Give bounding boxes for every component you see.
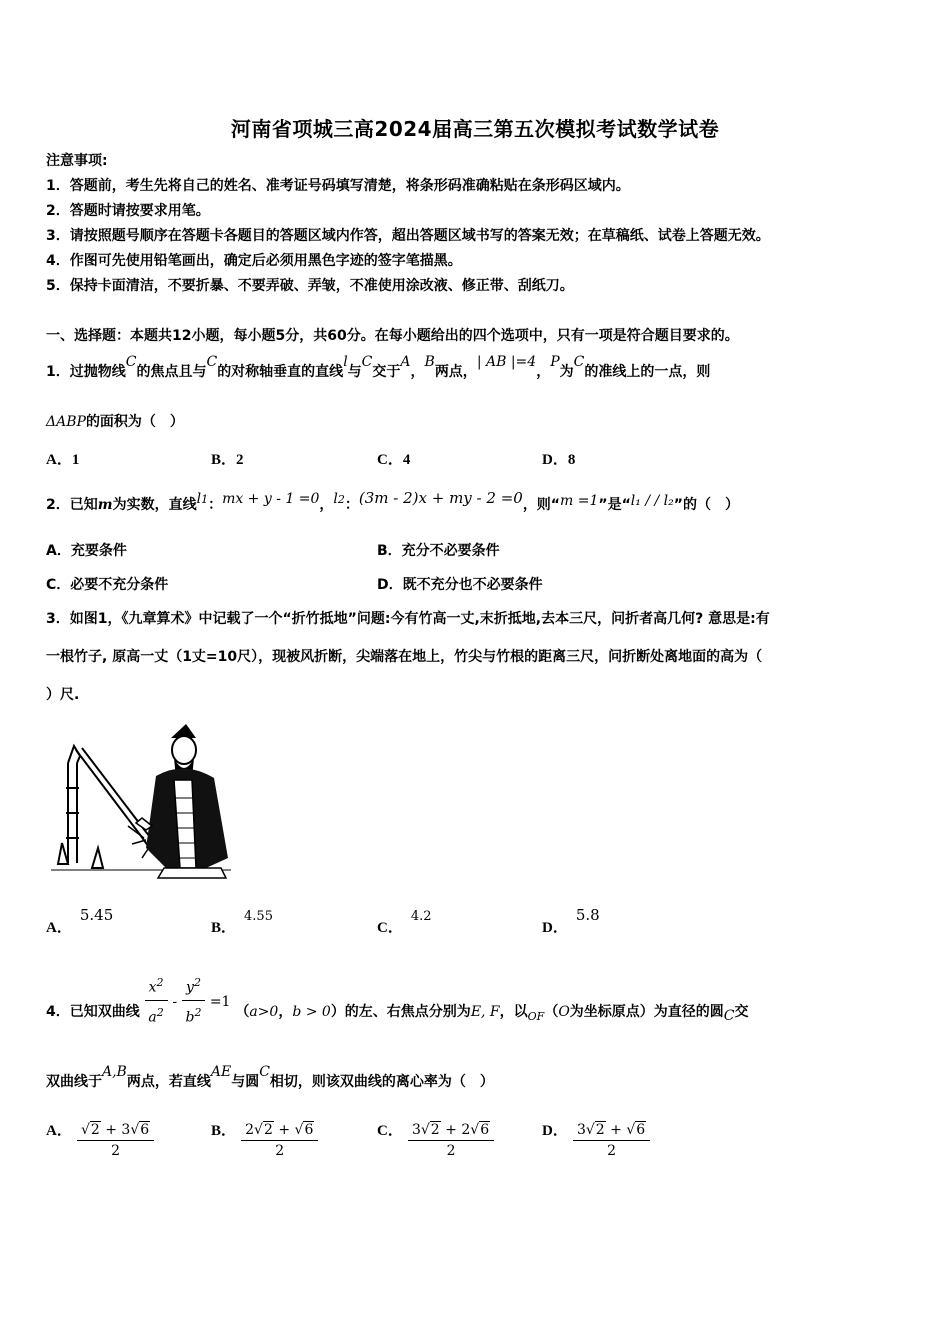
- hyperbola-x-term: $\frac{x^2}{a^2}$: [145, 973, 168, 1027]
- q1-option-a[interactable]: A．1: [46, 452, 80, 468]
- q1-option-c[interactable]: C．4: [377, 452, 411, 468]
- notice-item: 5．保持卡面清洁，不要折暴、不要弄破、弄皱，不准使用涂改液、修正带、刮纸刀。: [46, 278, 574, 294]
- section-heading: 一、选择题：本题共12小题，每小题5分，共60分。在每小题给出的四个选项中，只有一项是符合题目要求的。: [46, 328, 739, 344]
- q2-option-d[interactable]: D．既不充分也不必要条件: [377, 577, 543, 593]
- q3-option-c[interactable]: C．4.2: [377, 909, 432, 936]
- notice-item: 3．请按照题号顺序在答题卡各题目的答题区域内作答，超出答题区域书写的答案无效；在草稿纸、试卷上答题无效。: [46, 228, 770, 244]
- q1-option-d[interactable]: D．8: [542, 452, 576, 468]
- notice-heading: 注意事项:: [46, 153, 108, 169]
- notice-item: 1．答题前，考生先将自己的姓名、准考证号码填写清楚，将条形码准确粘贴在条形码区域内。: [46, 178, 630, 194]
- q1-option-b[interactable]: B．2: [211, 452, 244, 468]
- q3-option-a[interactable]: A．5.45: [46, 906, 114, 936]
- notice-item: 4．作图可先使用铅笔画出，确定后必须用黑色字迹的签字笔描黑。: [46, 253, 462, 269]
- q4-option-a[interactable]: A． $\frac{√2 + 3√6}{2}$: [46, 1122, 154, 1159]
- question-3-line3: ）尺.: [46, 687, 80, 703]
- bamboo-bent: [76, 750, 141, 836]
- q2-option-c[interactable]: C．必要不充分条件: [46, 577, 169, 593]
- question-3-line2: 一根竹子, 原高一丈（1丈=10尺），现被风折断，尖端落在地上，竹尖与竹根的距离三尺，问折断处离地面的高为（: [46, 649, 763, 665]
- bamboo-shoot: [92, 848, 103, 868]
- bamboo-bent: [82, 748, 146, 832]
- q4-option-c[interactable]: C． $\frac{3√2 + 2√6}{2}$: [377, 1122, 494, 1159]
- notice-item: 2．答题时请按要求用笔。: [46, 203, 210, 219]
- hyperbola-y-term: $\frac{y^2}{b^2}$: [182, 973, 205, 1027]
- question-1-text: 1．过抛物线C的焦点且与C的对称轴垂直的直线l与C交于A，B两点，| AB |=4，P为C的准线上的一点，则: [46, 354, 711, 380]
- bamboo-shoot: [58, 843, 68, 864]
- scholar-figure: [136, 724, 228, 878]
- q2-option-a[interactable]: A．充要条件: [46, 543, 127, 559]
- question-4-text-cont: 双曲线于A,B两点，若直线AE与圆C相切，则该双曲线的离心率为（ ）: [46, 1064, 494, 1090]
- q3-option-d[interactable]: D．5.8: [542, 906, 600, 936]
- q4-option-b[interactable]: B． $\frac{2√2 + √6}{2}$: [211, 1122, 318, 1159]
- bamboo-scholar-illustration: [46, 718, 236, 888]
- q3-option-b[interactable]: B．4.55: [211, 909, 273, 936]
- question-1-text-cont: ΔABP的面积为（ ）: [46, 414, 184, 430]
- question-2-text: 2．已知m为实数，直线l1：mx + y - 1 =0，l2：(3m - 2)x + my - 2 =0，则“m =1”是“l₁ / / l₂”的（ ）: [46, 489, 739, 513]
- q4-option-d[interactable]: D． $\frac{3√2 + √6}{2}$: [542, 1122, 650, 1159]
- page-title: 河南省项城三高2024届高三第五次模拟考试数学试卷: [230, 117, 720, 141]
- q2-option-b[interactable]: B．充分不必要条件: [377, 543, 500, 559]
- question-4-text: 4．已知双曲线 $\frac{x^2}{a^2}$ - $\frac{y^2}{b^2}$ =1 （a>0，b > 0）的左、右焦点分别为E, F，以$_{OF}$（O为坐标原点）为直径的圆C交: [46, 963, 749, 1013]
- question-3-line1: 3．如图1，《九章算术》中记载了一个“折竹抵地”问题:今有竹高一丈,末折抵地,去本三尺，问折者高几何? 意思是:有: [46, 611, 770, 627]
